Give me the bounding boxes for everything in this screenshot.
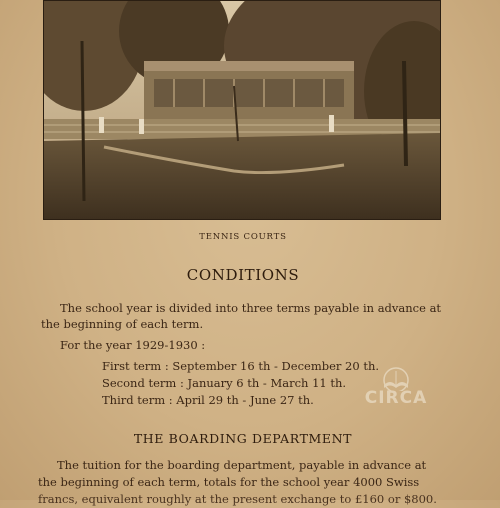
photo-image: [44, 1, 440, 219]
boarding-line-2: the beginning of each term, totals for the school year 4000 Swiss: [38, 475, 420, 489]
first-term-line: First term : September 16 th - December 20 th.: [102, 359, 380, 373]
circa-watermark: [358, 365, 434, 415]
conditions-line-1: The school year is divided into three terms payable in advance at: [60, 301, 442, 315]
conditions-line-2: the beginning of each term.: [41, 317, 204, 331]
photo-caption: TENNIS COURTS: [199, 232, 287, 242]
tennis-courts-photo: [43, 0, 441, 220]
third-term-line: Third term : April 29 th - June 27 th.: [102, 393, 314, 407]
second-term-line: Second term : January 6 th - March 11 th.: [102, 376, 347, 390]
boarding-line-3: francs, equivalent roughly at the present exchange to £160 or $800.: [38, 492, 437, 506]
school-year-line: For the year 1929-1930 :: [60, 338, 206, 352]
boarding-line-1: The tuition for the boarding department, payable in advance at: [57, 458, 427, 472]
conditions-heading: CONDITIONS: [186, 266, 300, 284]
watermark-text: CIRCA: [364, 388, 428, 408]
boarding-heading: THE BOARDING DEPARTMENT: [133, 431, 353, 446]
